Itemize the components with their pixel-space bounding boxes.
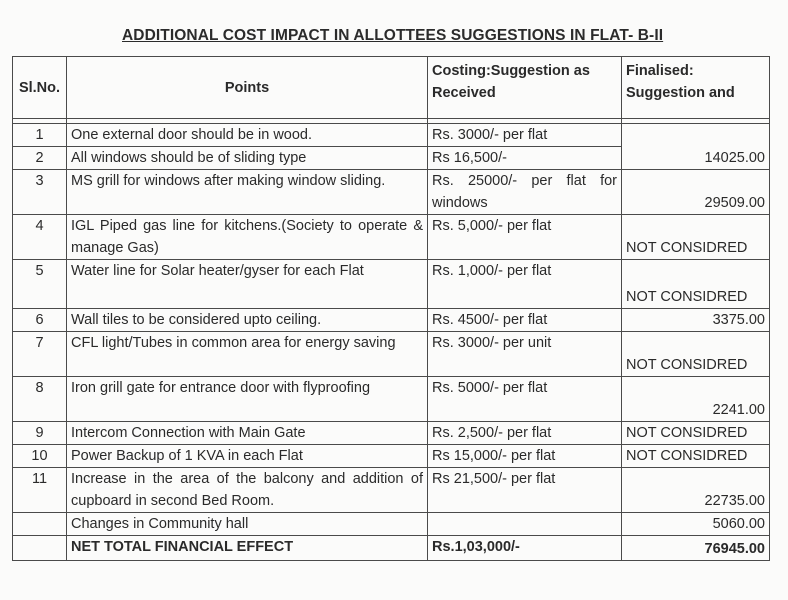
point-cell: Intercom Connection with Main Gate [67, 422, 428, 445]
point-cell: Increase in the area of the balcony and addition of cupboard in second Bed Room. [67, 468, 428, 513]
document-title: ADDITIONAL COST IMPACT IN ALLOTTEES SUGGESTIONS IN FLAT- B-II [122, 27, 664, 44]
total-costing: Rs.1,03,000/- [428, 536, 622, 561]
sl-cell: 5 [13, 260, 67, 309]
table-row [13, 422, 770, 445]
point-cell: Changes in Community hall [67, 513, 428, 536]
sl-cell: 8 [13, 377, 67, 422]
costing-cell: Rs. 1,000/- per flat [428, 260, 622, 309]
sl-cell: 2 [13, 147, 67, 170]
header-costing: Costing:Suggestion as Received [428, 57, 622, 119]
costing-cell: Rs. 5000/- per flat [428, 377, 622, 422]
finalised-cell: 3375.00 [622, 309, 770, 332]
point-cell: CFL light/Tubes in common area for energy saving [67, 332, 428, 377]
table-header-row [13, 57, 770, 119]
costing-cell: Rs 21,500/- per flat [428, 468, 622, 513]
sl-cell: 10 [13, 445, 67, 468]
costing-cell: Rs 16,500/- [428, 147, 622, 170]
finalised-cell: NOT CONSIDRED [622, 332, 770, 377]
total-label: NET TOTAL FINANCIAL EFFECT [67, 536, 428, 561]
sl-cell: 9 [13, 422, 67, 445]
costing-cell: Rs. 3000/- per flat [428, 124, 622, 147]
costing-cell: Rs. 3000/- per unit [428, 332, 622, 377]
finalised-cell: 5060.00 [622, 513, 770, 536]
sl-cell [13, 513, 67, 536]
costing-cell: Rs. 5,000/- per flat [428, 215, 622, 260]
header-sl-no: Sl.No. [13, 57, 67, 119]
point-cell: One external door should be in wood. [67, 124, 428, 147]
table-row [13, 332, 770, 377]
table-row [13, 377, 770, 422]
costing-cell: Rs. 25000/- per flat for windows [428, 170, 622, 215]
cost-impact-table [12, 56, 770, 561]
total-finalised: 76945.00 [622, 536, 770, 561]
finalised-cell: 22735.00 [622, 468, 770, 513]
finalised-cell: 2241.00 [622, 377, 770, 422]
sl-cell: 4 [13, 215, 67, 260]
costing-cell: Rs. 2,500/- per flat [428, 422, 622, 445]
table-row [13, 445, 770, 468]
table-row [13, 513, 770, 536]
sl-cell: 3 [13, 170, 67, 215]
table-row [13, 468, 770, 513]
header-finalised: Finalised: Suggestion and [622, 57, 770, 119]
total-row [13, 536, 770, 561]
table-row [13, 309, 770, 332]
header-points: Points [67, 57, 428, 119]
costing-cell: Rs. 4500/- per flat [428, 309, 622, 332]
point-cell: Iron grill gate for entrance door with flyproofing [67, 377, 428, 422]
finalised-cell: NOT CONSIDRED [622, 422, 770, 445]
finalised-cell: NOT CONSIDRED [622, 215, 770, 260]
finalised-cell: 14025.00 [622, 124, 770, 170]
point-cell: Power Backup of 1 KVA in each Flat [67, 445, 428, 468]
sl-cell: 6 [13, 309, 67, 332]
costing-cell: Rs 15,000/- per flat [428, 445, 622, 468]
point-cell: MS grill for windows after making window sliding. [67, 170, 428, 215]
point-cell: Wall tiles to be considered upto ceiling. [67, 309, 428, 332]
point-cell: Water line for Solar heater/gyser for each Flat [67, 260, 428, 309]
finalised-cell: NOT CONSIDRED [622, 260, 770, 309]
table-row [13, 124, 770, 147]
table-row [13, 170, 770, 215]
sl-cell: 11 [13, 468, 67, 513]
total-sl-cell [13, 536, 67, 561]
sl-cell: 1 [13, 124, 67, 147]
point-cell: All windows should be of sliding type [67, 147, 428, 170]
sl-cell: 7 [13, 332, 67, 377]
table-row [13, 260, 770, 309]
point-cell: IGL Piped gas line for kitchens.(Society to operate & manage Gas) [67, 215, 428, 260]
finalised-cell: NOT CONSIDRED [622, 445, 770, 468]
finalised-cell: 29509.00 [622, 170, 770, 215]
costing-cell [428, 513, 622, 536]
table-row [13, 215, 770, 260]
